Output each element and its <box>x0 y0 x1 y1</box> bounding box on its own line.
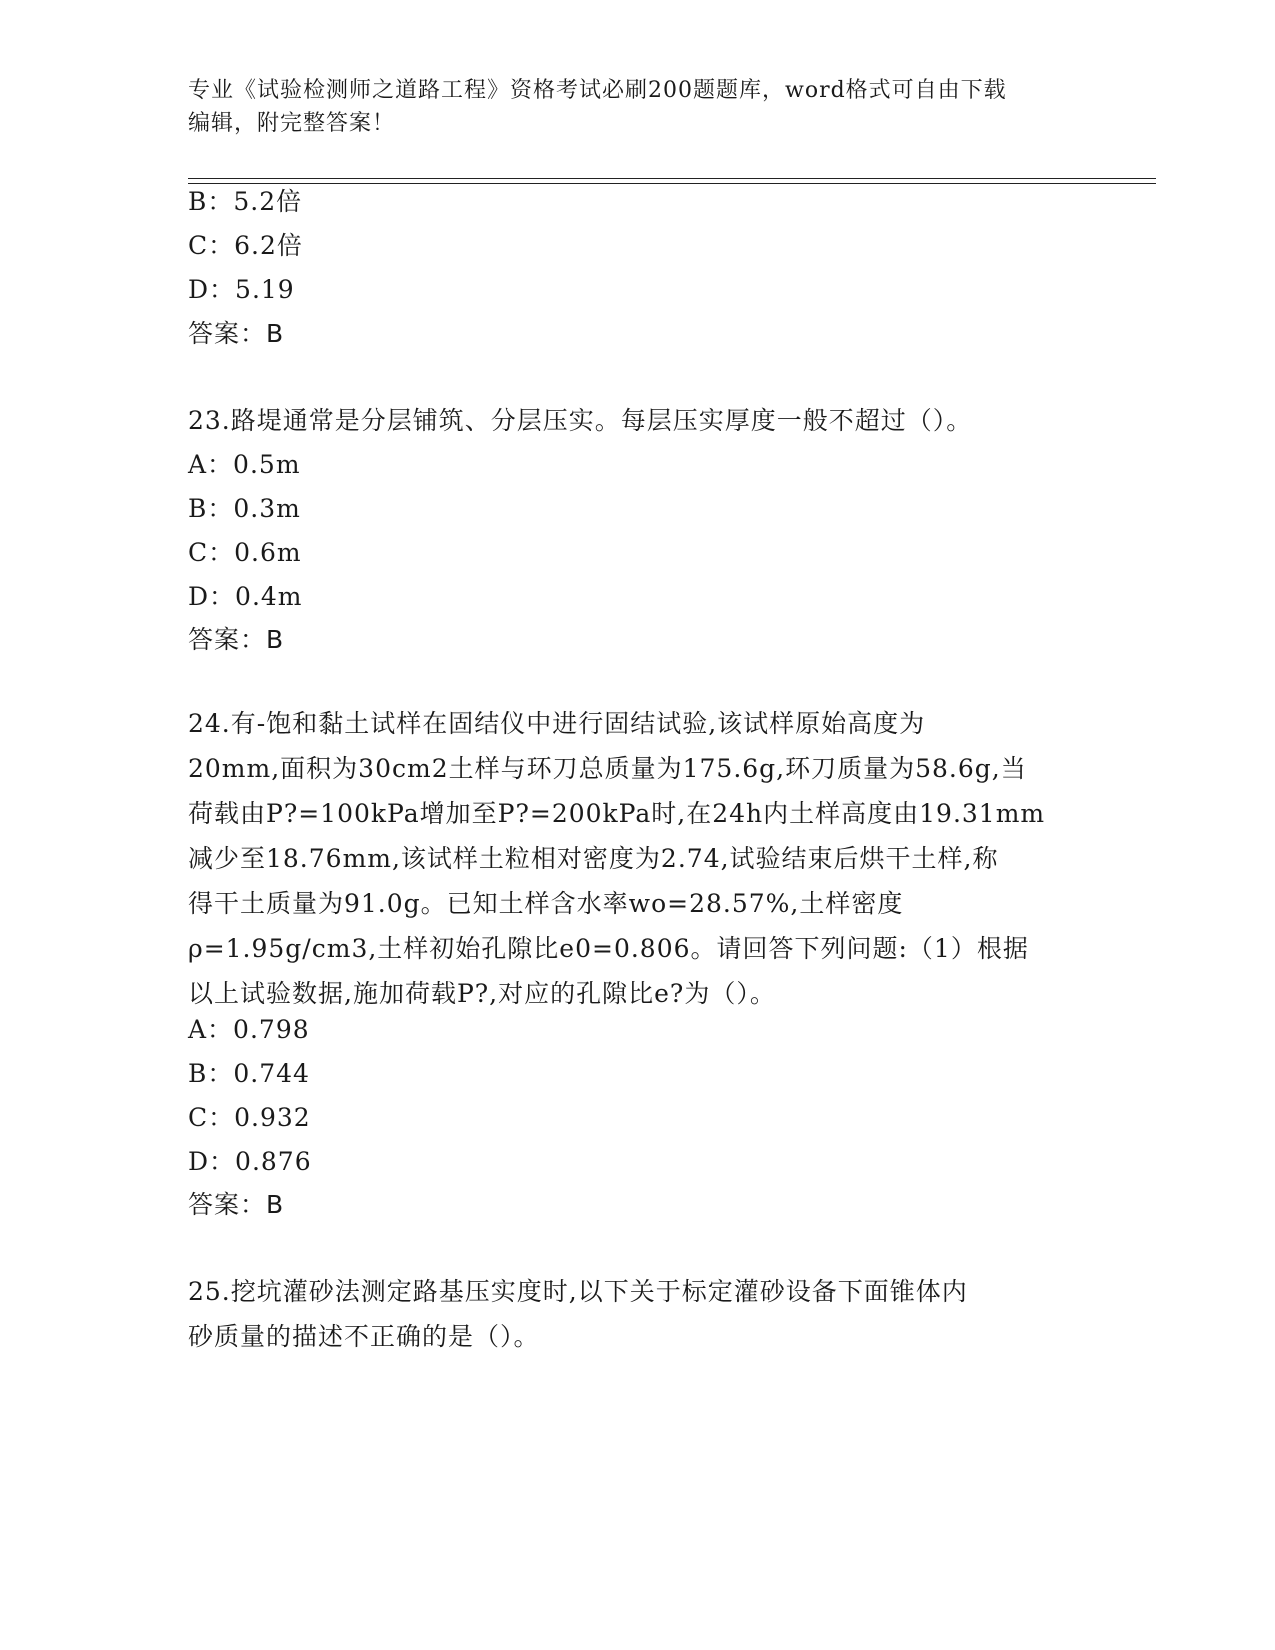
q24-stem-line: 荷载由P?=100kPa增加至P?=200kPa时,在24h内土样高度由19.31mm <box>188 799 1046 828</box>
q25-stem-line: 25.挖坑灌砂法测定路基压实度时,以下关于标定灌砂设备下面锥体内 <box>188 1277 968 1306</box>
header-line-2: 编辑，附完整答案！ <box>188 111 396 136</box>
q25-stem <box>188 1269 1088 1359</box>
q24-stem-line: 20mm,面积为30cm2土样与环刀总质量为175.6g,环刀质量为58.6g,当 <box>188 754 1027 783</box>
q24-answer: 答案：B <box>188 1190 285 1219</box>
q24-stem-line: 以上试验数据,施加荷载P?,对应的孔隙比e?为（）。 <box>188 979 776 1008</box>
q24-stem-line: ρ=1.95g/cm3,土样初始孔隙比e0=0.806。请回答下列问题:（1）根据 <box>188 934 1029 963</box>
q22-answer: 答案：B <box>188 319 285 348</box>
q22-option-b: B：5.2倍 <box>188 187 303 216</box>
q24-stem <box>188 701 1088 1016</box>
header-divider-top <box>188 178 1156 179</box>
q23-answer: 答案：B <box>188 625 285 654</box>
q22-option-c: C：6.2倍 <box>188 231 303 260</box>
q24-option-b: B：0.744 <box>188 1059 310 1088</box>
q24-stem-line: 减少至18.76mm,该试样土粒相对密度为2.74,试验结束后烘干土样,称 <box>188 844 999 873</box>
q24-stem-line: 得干土质量为91.0g。已知土样含水率wo=28.57%,土样密度 <box>188 889 904 918</box>
header-divider-bottom <box>188 183 1156 184</box>
q23-stem: 23.路堤通常是分层铺筑、分层压实。每层压实厚度一般不超过（）。 <box>188 406 973 435</box>
q24-option-a: A：0.798 <box>188 1015 310 1044</box>
q24-option-c: C：0.932 <box>188 1103 311 1132</box>
header-line-1: 专业《试验检测师之道路工程》资格考试必刷200题题库，word格式可自由下载 <box>188 78 1007 103</box>
q23-option-b: B：0.3m <box>188 494 301 523</box>
q23-option-a: A：0.5m <box>188 450 301 479</box>
q24-stem-line: 24.有-饱和黏土试样在固结仪中进行固结试验,该试样原始高度为 <box>188 709 926 738</box>
q24-option-d: D：0.876 <box>188 1147 312 1176</box>
document-header <box>188 74 1088 140</box>
q25-stem-line: 砂质量的描述不正确的是（）。 <box>188 1322 540 1351</box>
q22-option-d: D：5.19 <box>188 275 295 304</box>
q23-option-c: C：0.6m <box>188 538 302 567</box>
q23-option-d: D：0.4m <box>188 582 303 611</box>
